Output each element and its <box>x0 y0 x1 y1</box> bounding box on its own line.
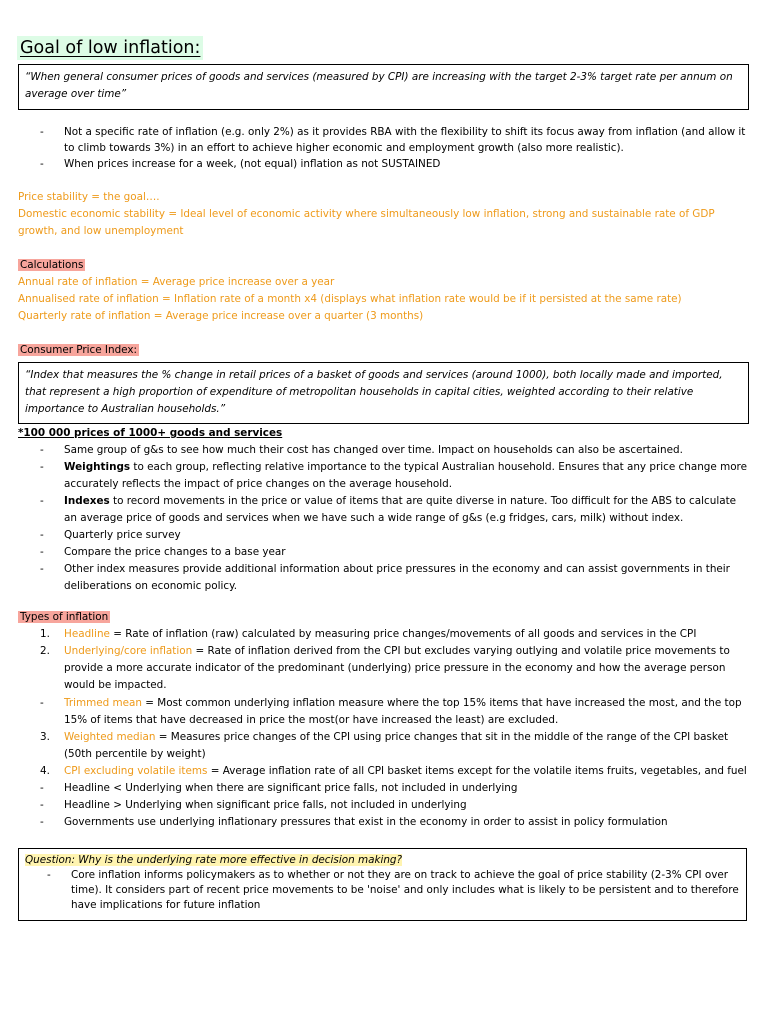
economic-stability-line: Domestic economic stability = Ideal level of economic activity where simultaneously low inflation, strong and sustainable rate of GDP growth, and low unemployment <box>18 208 715 237</box>
cpi-heading: Consumer Price Index: <box>20 344 138 356</box>
list-item: - Same group of g&s to see how much their cost has changed over time. Impact on households can also be ascertained. <box>0 442 748 459</box>
types-list-continued <box>0 729 748 780</box>
goal-definition-quote: “When general consumer prices of goods and services (measured by CPI) are increasing with the target 2-3% target rate per annum on average over time” <box>25 71 733 100</box>
list-item: - Compare the price changes to a base year <box>0 544 748 561</box>
goal-bullet-list <box>0 124 748 172</box>
list-item: 1. Headline = Rate of inflation (raw) calculated by measuring price changes/movements of all goods and services in the CPI <box>40 628 697 640</box>
page-title: Goal of low inflation: <box>17 36 203 60</box>
question-text: Question: Why is the underlying rate more effective in decision making? <box>25 854 403 866</box>
list-item: - Headline > Underlying when significant price falls, not included in underlying <box>0 797 748 814</box>
list-item: - Other index measures provide additional information about price pressures in the economy and can assist governments in their deliberations on economic policy. <box>0 561 748 595</box>
list-item: - Indexes to record movements in the price or value of items that are quite diverse in nature. Too difficult for the ABS to calculate an average price of goods and services when we have such a wide range of g&s (e.g fridges, cars, milk) without index. <box>0 493 748 527</box>
calc-annual: Annual rate of inflation = Average price increase over a year <box>18 276 335 288</box>
list-item: - Core inflation informs policymakers as to whether or not they are on track to achieve the goal of price stability (2-3% CPI over time). It considers part of recent price movements to be 'noise' and only includes what is likely to be persistent and to therefore have implications for future inflation <box>19 868 739 913</box>
list-item: - Not a specific rate of inflation (e.g. only 2%) as it provides RBA with the flexibility to shift its focus away from inflation (and allow it to climb towards 3%) in an effort to achieve higher economic and employment growth (also more realistic). <box>0 124 748 156</box>
list-item: - Quarterly price survey <box>0 527 748 544</box>
headline-vs-underlying-list <box>0 780 748 831</box>
list-item: - When prices increase for a week, (not equal) inflation as not SUSTAINED <box>0 156 748 172</box>
calc-annualised: Annualised rate of inflation = Inflation rate of a month x4 (displays what inflation rate would be if it persisted at the same rate) <box>18 293 682 305</box>
list-item: 4. CPI excluding volatile items = Average inflation rate of all CPI basket items except for the volatile items fruits, vegetables, and fuel <box>40 765 747 777</box>
calc-quarterly: Quarterly rate of inflation = Average price increase over a quarter (3 months) <box>18 310 424 322</box>
list-item: - Weightings to each group, reflecting relative importance to the typical Australian household. Ensures that any price change more accurately reflects the impact of price changes on the average household. <box>0 459 748 493</box>
list-item: - Trimmed mean = Most common underlying inflation measure where the top 15% items that have increased the most, and the top 15% of items that have decreased in price the most(or have increased the least) are excluded. <box>0 695 748 729</box>
question-box <box>18 848 747 921</box>
goal-definition-box <box>18 64 749 110</box>
list-item: 3. Weighted median = Measures price changes of the CPI using price changes that sit in the middle of the range of the CPI basket (50th percentile by weight) <box>40 731 729 760</box>
cpi-definition-quote: “Index that measures the % change in retail prices of a basket of goods and services (around 1000), both locally made and imported, that represent a high proportion of expenditure of metropolitan households in capital cities, weighted according to their relative importance to Australian households.” <box>25 369 723 415</box>
question-answer-list <box>19 868 746 913</box>
list-item: 2. Underlying/core inflation = Rate of inflation derived from the CPI but excludes varying outlying and volatile price movements to provide a more accurate indicator of the predominant (underlying) price pressure in the economy and how the average person would be impacted. <box>40 645 730 691</box>
types-list <box>0 626 748 694</box>
list-item: - Governments use underlying inflationary pressures that exist in the economy in order to assist in policy formulation <box>0 814 748 831</box>
cpi-subheading: *100 000 prices of 1000+ goods and services <box>18 427 283 439</box>
types-heading: Types of inflation <box>20 611 109 623</box>
trimmed-mean-list <box>0 695 748 729</box>
cpi-bullet-list <box>0 442 748 595</box>
list-item: - Headline < Underlying when there are significant price falls, not included in underlying <box>0 780 748 797</box>
cpi-definition-box <box>18 362 749 424</box>
price-stability-line: Price stability = the goal…. <box>18 191 160 203</box>
calculations-heading: Calculations <box>20 259 84 271</box>
